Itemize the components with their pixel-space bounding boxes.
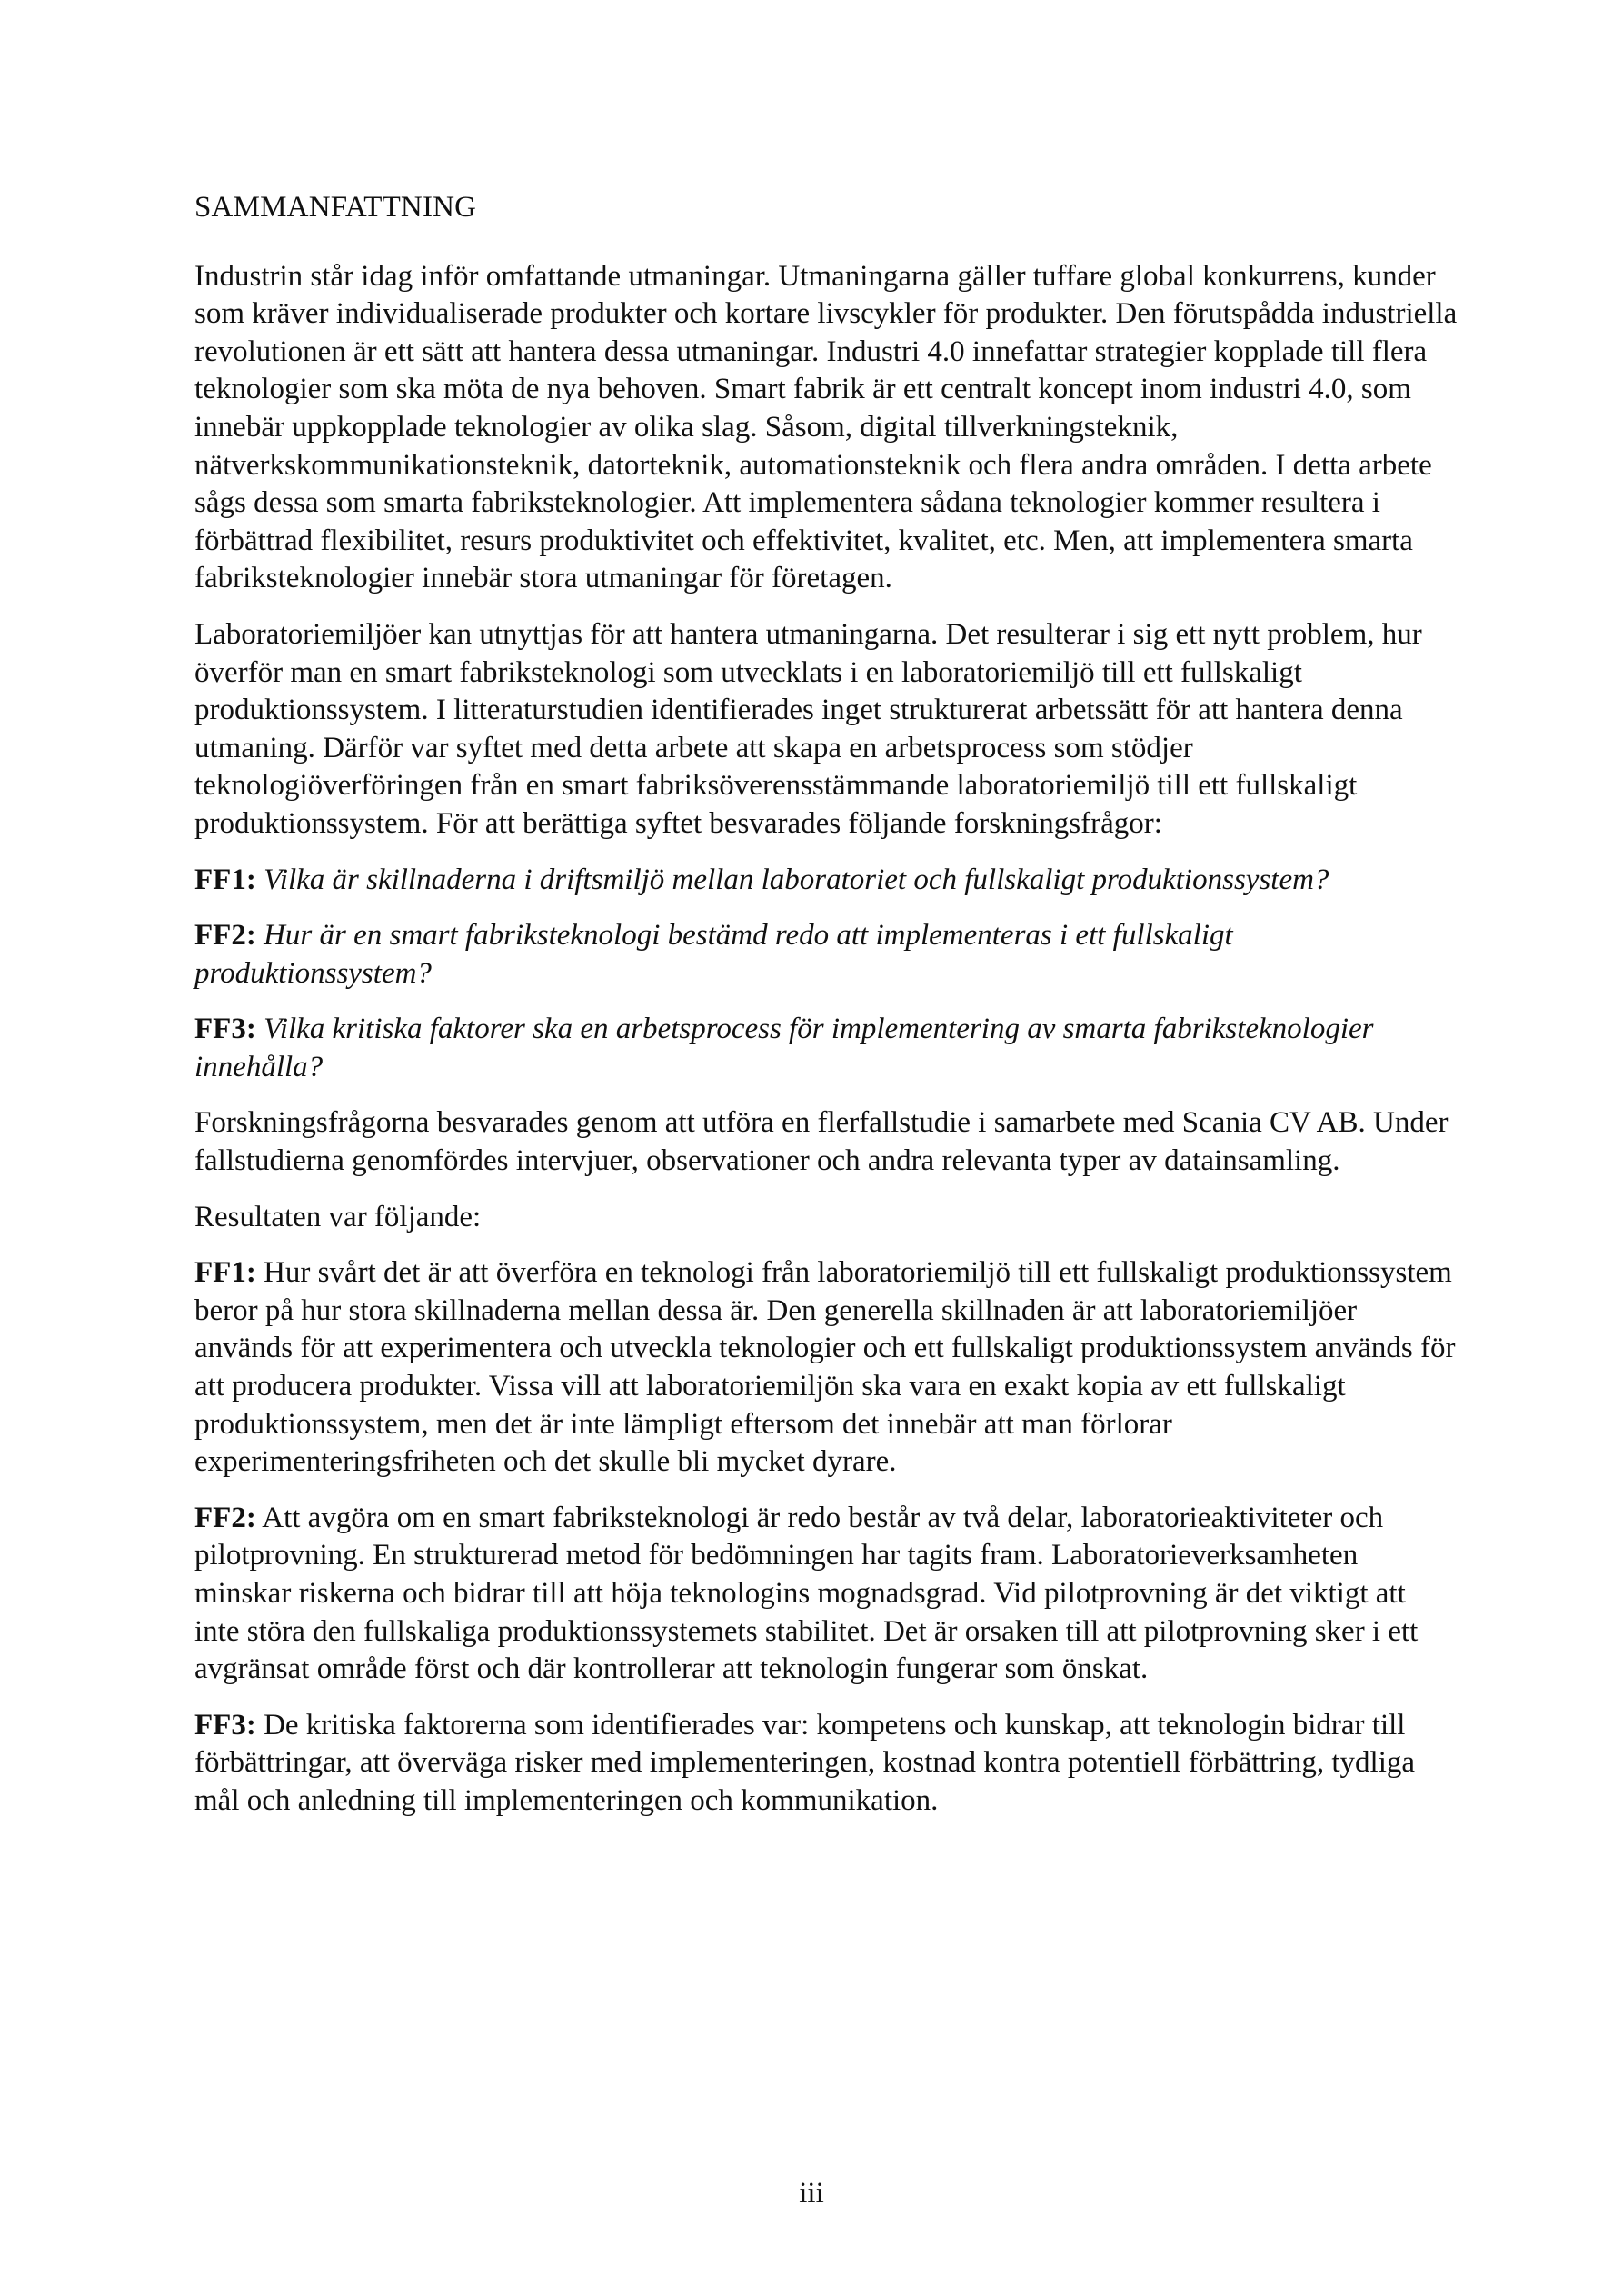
result-2 [194, 1500, 1458, 1689]
research-question-label: FF2: [194, 919, 256, 953]
results-intro: Resultaten var följande: [194, 1200, 482, 1233]
research-question-label: FF1: [194, 863, 256, 896]
intro-paragraph-1: Industrin står idag inför omfattande utmaningar. Utmaningarna gäller tuffare global konkurrens, kunder som kräver individualiserade produkter och kortare livscykler för produkter. Den förutspådda industriella revolutionen är ett sätt att hantera dessa utmaningar. Industri 4.0 innefattar strategier kopplade till flera teknologier som ska möta de nya behoven. Smart fabrik är ett centralt koncept inom industri 4.0, som innebär uppkopplade teknologier av olika slag. Såsom, digital tillverkningsteknik, nätverkskommunikationsteknik, datorteknik, automationsteknik och flera andra områden. I detta arbete sågs dessa som smarta fabriksteknologier. Att implementera sådana teknologier kommer resultera i förbättrad flexibilitet, resurs produktivitet och effektivitet, kvalitet, etc. Men, att implementera smarta fabriksteknologier innebär stora utmaningar för företagen. [194, 259, 1458, 595]
result-label: FF2: [194, 1501, 256, 1534]
research-question-label: FF3: [194, 1013, 256, 1046]
result-text: De kritiska faktorerna som identifierades var: kompetens och kunskap, att teknologin bidrar till förbättringar, att överväga risker med implementeringen, kostnad kontra potentiell förbättring, tydliga mål och anledning till implementeringen och kommunikation. [194, 1708, 1416, 1817]
research-question-text: Hur är en smart fabriksteknologi bestämd redo att implementeras i ett fullskaligt produktionssystem? [194, 919, 1233, 990]
method-paragraph: Forskningsfrågorna besvarades genom att utföra en flerfallstudie i samarbete med Scania CV AB. Under fallstudierna genomfördes intervjuer, observationer och andra relevanta typer av datainsamling. [194, 1106, 1449, 1178]
result-1 [194, 1254, 1458, 1482]
research-question-3 [194, 1011, 1458, 1086]
intro-paragraph-2: Laboratoriemiljöer kan utnyttjas för att hantera utmaningarna. Det resulterar i sig ett nytt problem, hur överför man en smart fabriksteknologi som utvecklats i en laboratoriemiljö till ett fullskaligt produktionssystem. I litteraturstudien identifierades inget strukturerat arbetssätt för att hantera denna utmaning. Därför var syftet med detta arbete att skapa en arbetsprocess som stödjer teknologiöverföringen från en smart fabriksöverensstämmande laboratoriemiljö till ett fullskaligt produktionssystem. För att berättiga syftet besvarades följande forskningsfrågor: [194, 617, 1422, 840]
research-question-text: Vilka kritiska faktorer ska en arbetsprocess för implementering av smarta fabriksteknologier innehålla? [194, 1013, 1374, 1083]
research-question-2 [194, 917, 1458, 993]
result-3 [194, 1707, 1458, 1821]
result-text: Att avgöra om en smart fabriksteknologi är redo består av två delar, laboratorieaktiviteter och pilotprovning. En strukturerad metod för bedömningen har tagits fram. Laboratorieverksamheten minskar riskerna och bidrar till att höja teknologins mognadsgrad. Vid pilotprovning är det viktigt att inte störa den fullskaliga produktionssystemets stabilitet. Det är orsaken till att pilotprovning sker i ett avgränsat område först och där kontrollerar att teknologin fungerar som önskat. [194, 1501, 1419, 1686]
result-label: FF1: [194, 1256, 256, 1290]
research-question-1 [194, 862, 1458, 900]
result-label: FF3: [194, 1708, 256, 1742]
page-number: iii [799, 2177, 824, 2210]
result-text: Hur svårt det är att överföra en teknologi från laboratoriemiljö till ett fullskaligt produktionssystem beror på hur stora skillnaderna mellan dessa är. Den generella skillnaden är att laboratoriemiljöer används för att experimentera och utveckla teknologier och ett fullskaligt produktionssystem används för att producera produkter. Vissa vill att laboratoriemiljön ska vara en exakt kopia av ett fullskaligt produktionssystem, men det är inte lämpligt eftersom det innebär att man förlorar experimenteringsfriheten och det skulle bli mycket dyrare. [194, 1256, 1456, 1479]
research-question-text: Vilka är skillnaderna i driftsmiljö mellan laboratoriet och fullskaligt produktionssystem? [264, 863, 1329, 896]
document-body [194, 189, 1458, 1839]
section-heading: SAMMANFATTNING [194, 191, 477, 224]
